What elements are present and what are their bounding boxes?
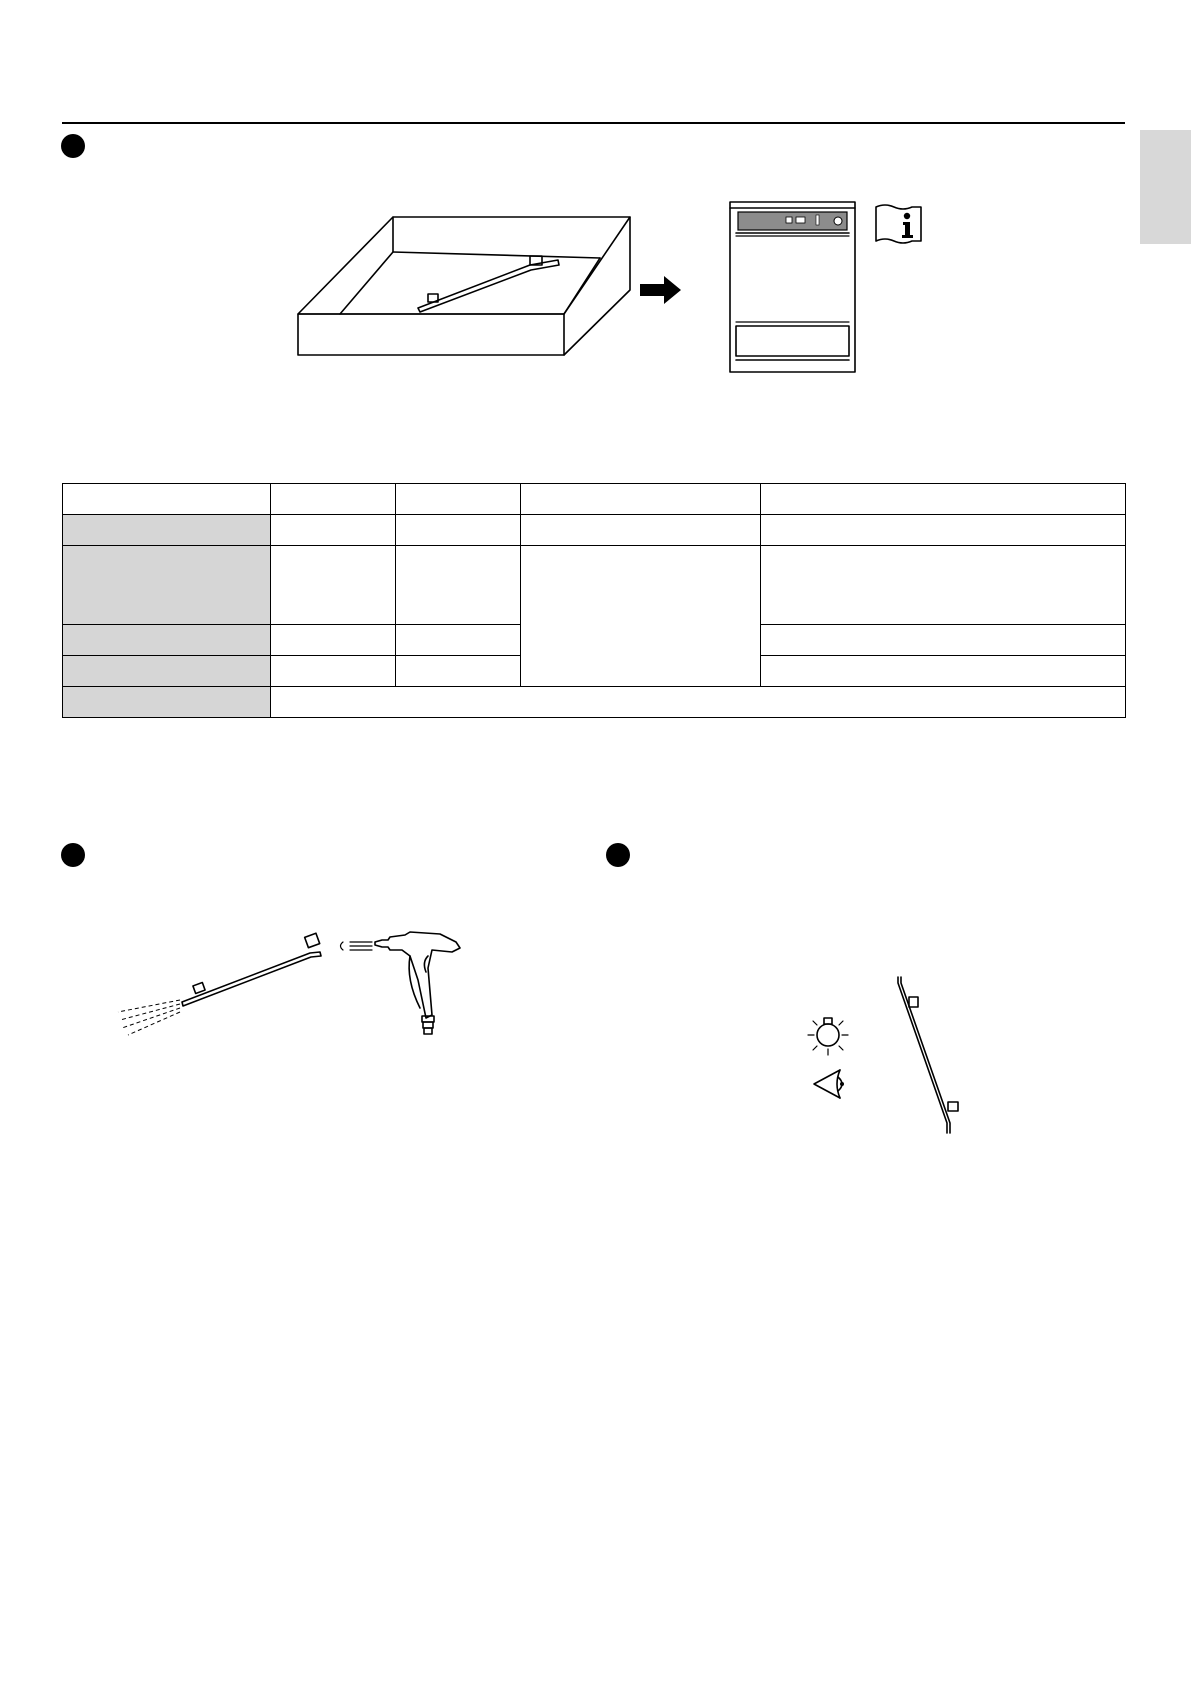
merged-table-cell xyxy=(521,546,761,687)
row-label-cell xyxy=(63,687,271,718)
table-cell xyxy=(271,515,396,546)
table-row xyxy=(63,546,1126,625)
light-bulb-icon xyxy=(800,1005,856,1061)
table-cell xyxy=(396,625,521,656)
row-label-cell xyxy=(63,656,271,687)
table-cell xyxy=(396,515,521,546)
table-row xyxy=(63,515,1126,546)
air-blow-gun xyxy=(375,932,460,1034)
blow-out-illustration xyxy=(110,920,480,1040)
table-cell xyxy=(396,546,521,625)
tray-with-instrument xyxy=(290,210,630,360)
step-1-bullet xyxy=(61,134,85,158)
table-header-cell xyxy=(271,484,396,515)
table-header-row xyxy=(63,484,1126,515)
section-tab xyxy=(1140,130,1191,244)
table-header-cell xyxy=(396,484,521,515)
table-header-cell xyxy=(521,484,761,515)
table-cell xyxy=(521,515,761,546)
table-cell xyxy=(271,656,396,687)
table-header-cell xyxy=(63,484,271,515)
step-3-bullet xyxy=(606,843,630,867)
eye-icon xyxy=(810,1066,850,1106)
table-header-cell xyxy=(761,484,1126,515)
row-label-cell xyxy=(63,546,271,625)
table-row xyxy=(63,687,1126,718)
instrument-rod-vertical xyxy=(895,975,965,1135)
step-2-bullet xyxy=(61,843,85,867)
table-cell xyxy=(761,546,1126,625)
table-cell xyxy=(761,515,1126,546)
arrow-right-icon xyxy=(640,275,682,305)
info-manual-icon xyxy=(873,203,925,245)
table-cell xyxy=(761,625,1126,656)
merged-table-cell xyxy=(271,687,1126,718)
row-label-cell xyxy=(63,515,271,546)
washer-disinfector xyxy=(728,200,858,375)
table-cell xyxy=(271,625,396,656)
row-label-cell xyxy=(63,625,271,656)
spray-droplets xyxy=(118,1000,180,1035)
table-cell xyxy=(396,656,521,687)
instrument-rod xyxy=(182,933,321,1006)
table-cell xyxy=(271,546,396,625)
header-rule xyxy=(62,122,1125,124)
table-cell xyxy=(761,656,1126,687)
instrument-spec-table xyxy=(62,483,1126,718)
